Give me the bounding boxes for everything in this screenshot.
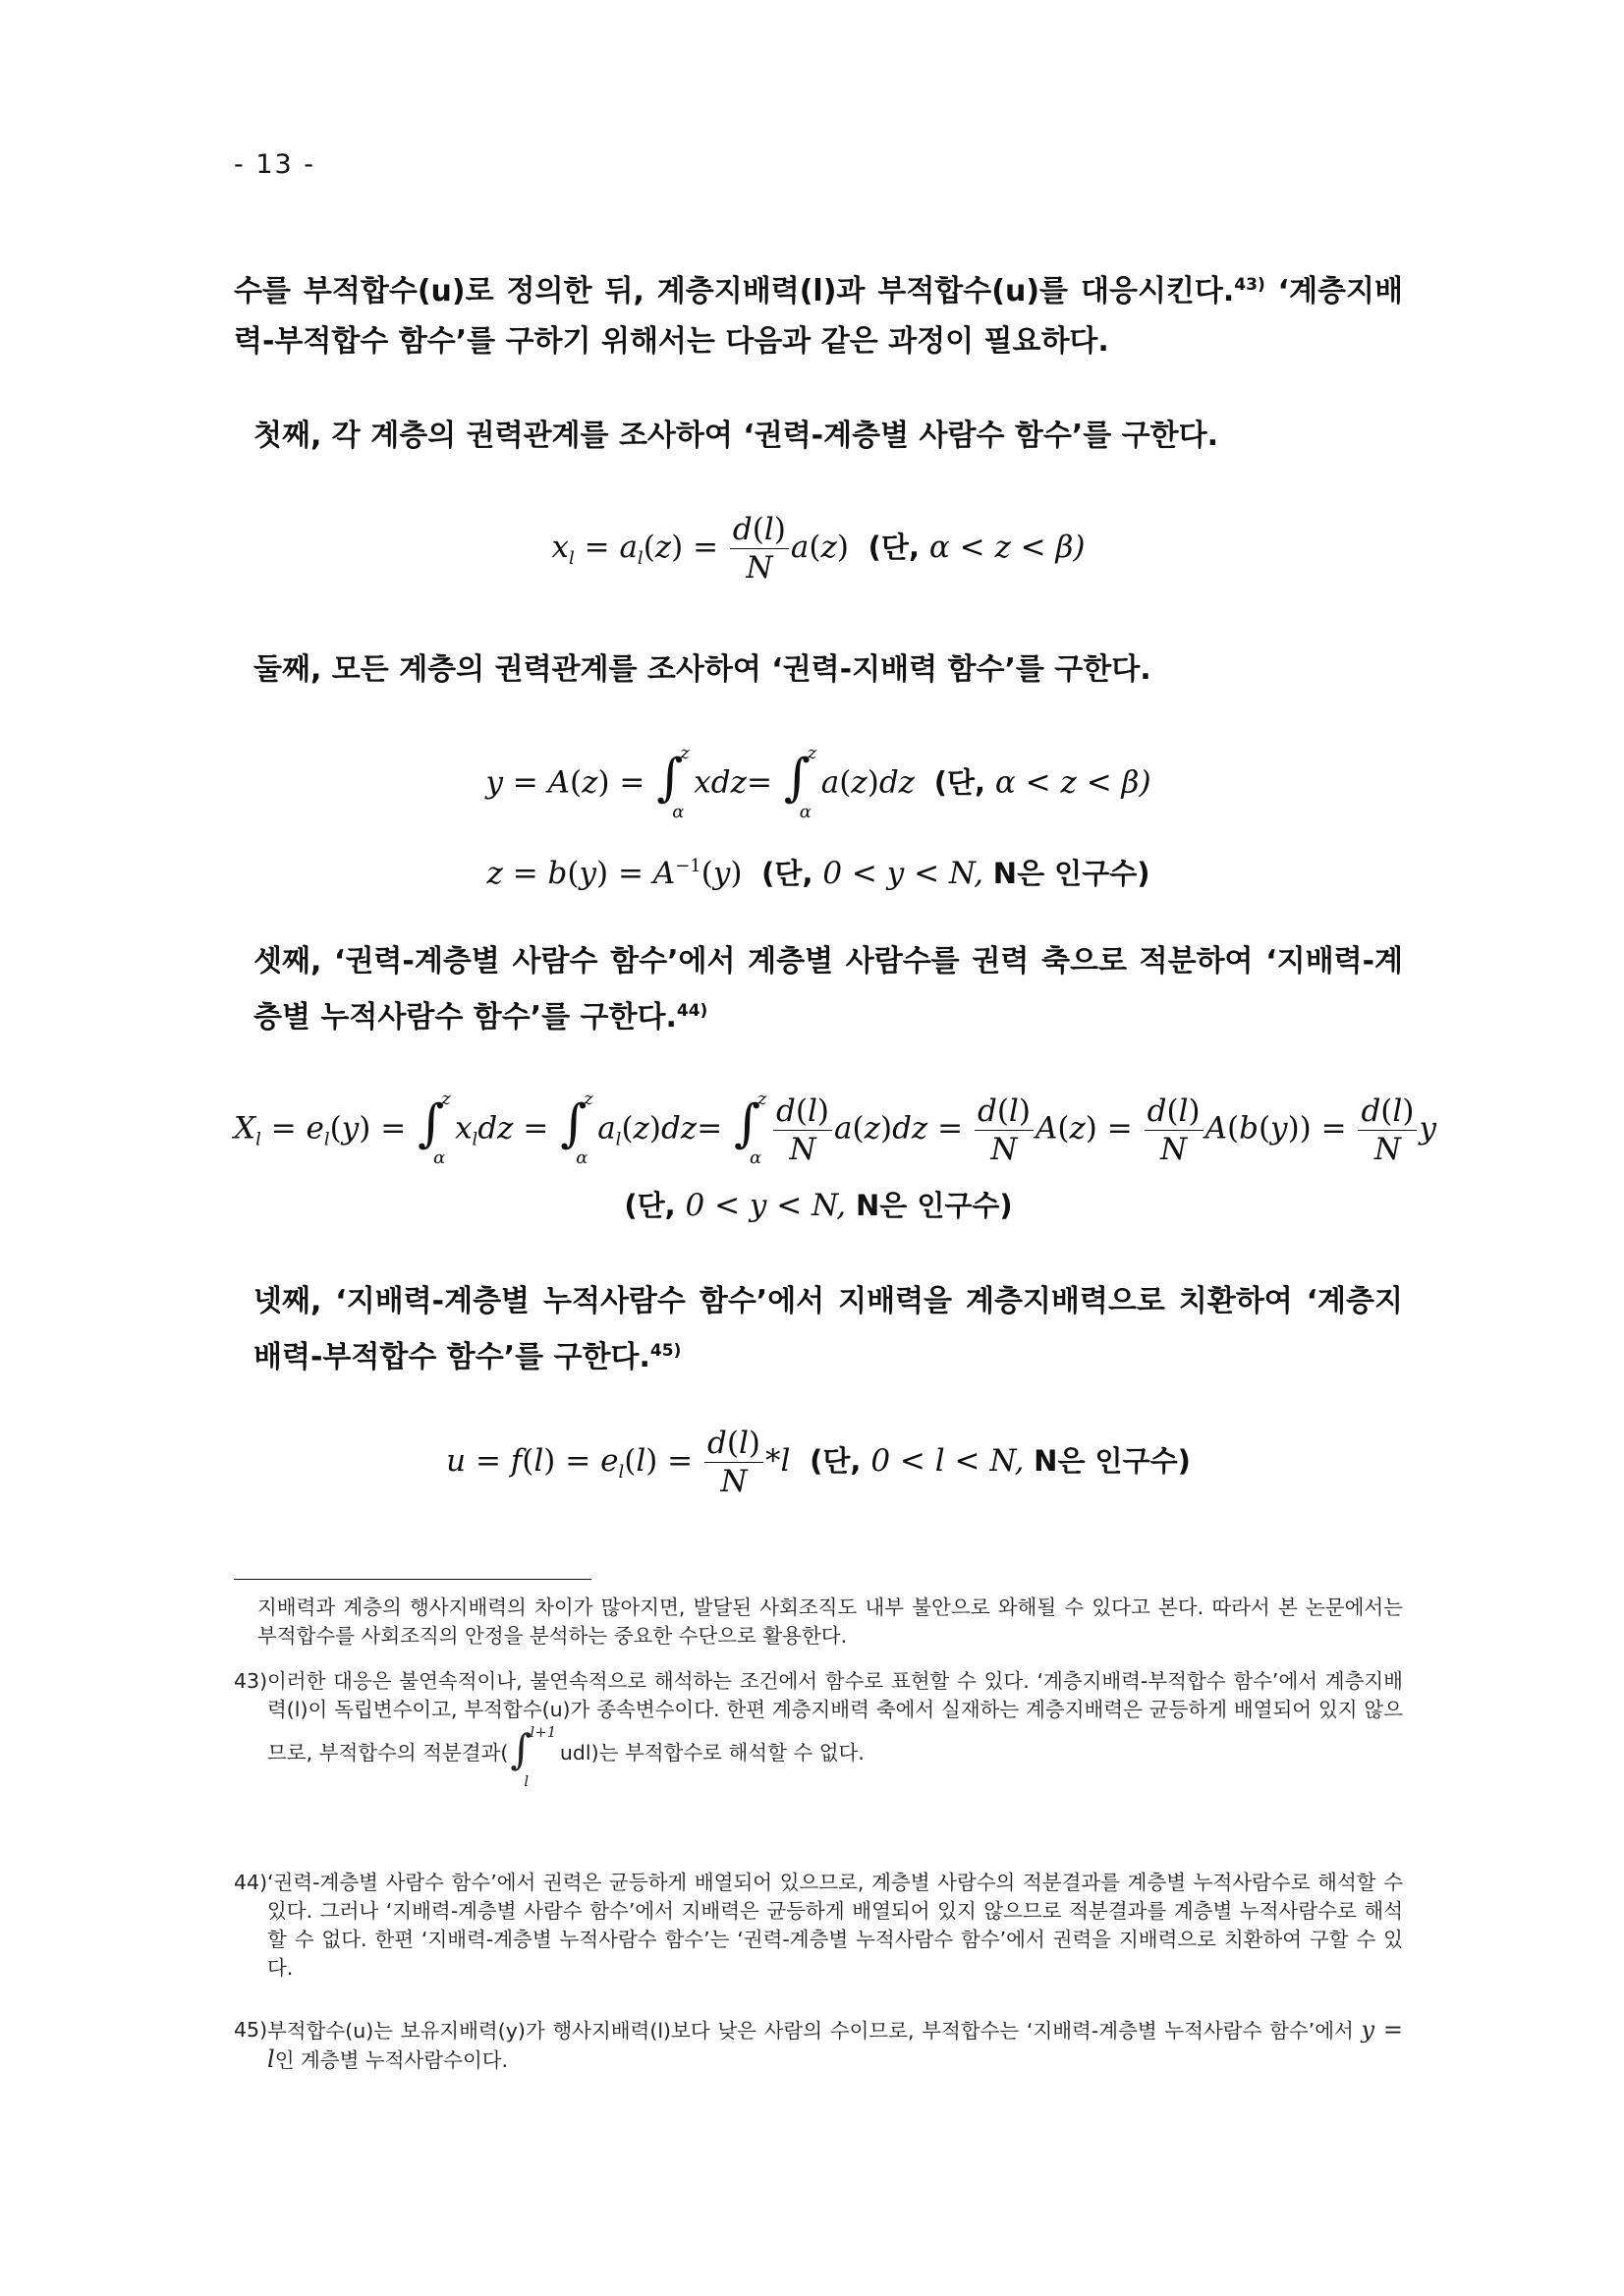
equation-4-condition-math: 0 < y < N,	[685, 1188, 847, 1223]
footnote-43	[234, 1667, 1403, 1790]
integral-sign: ∫ z α	[418, 1089, 451, 1168]
footnote-44	[234, 1869, 1403, 1983]
step-2-text: 둘째, 모든 계층의 권력관계를 조사하여 ‘권력-지배력 함수’를 구한다.	[253, 652, 1151, 687]
intro-text: 수를 부적합수(u)로 정의한 뒤, 계층지배력(l)과 부적합수(u)를 대응시킨다.	[234, 274, 1235, 308]
fraction: $\frac{d(l)}{N}$	[1145, 1092, 1204, 1168]
equation-5: $u = f(l) = e_l(l)$ = $\frac{d(l)}{N}$ *l (단, 0 < l < N, N은 인구수)	[446, 1426, 1191, 1499]
integral-sign: ∫ z α	[783, 743, 817, 822]
fraction: $\frac{d(l)}{N}$	[975, 1092, 1034, 1168]
fraction: $\frac{d(l)}{N}$	[1358, 1092, 1417, 1168]
footnote-continuation	[234, 1594, 1403, 1651]
footnote-44-label: 44)	[234, 1871, 268, 1894]
footnote-43-text	[267, 1667, 1403, 1790]
footnote-43-text-b: udl)는 부적합수로 해석할 수 없다.	[559, 1741, 865, 1764]
equation-4-condition-line	[234, 1184, 1403, 1227]
step-1-text: 첫째, 각 계층의 권력관계를 조사하여 ‘권력-계층별 사람수 함수’를 구한다.	[253, 419, 1219, 453]
footnote-ref-45: 45)	[649, 1341, 682, 1361]
step-1	[253, 411, 1403, 461]
equation-4-condition-tail: N은 인구수)	[855, 1189, 1013, 1222]
equation-5-condition-math: 0 < l < N,	[870, 1443, 1025, 1479]
equation-3: $z = b(y) = A^{-1}(y)$ (단, 0 < y < N, N은 인구수)	[486, 856, 1150, 891]
footnote-45-label: 45)	[234, 2018, 268, 2042]
equation-1: $x_l = a_l(z)$ = $\frac{d(l)}{N}$ a(z) (단, α < z < β)	[551, 512, 1086, 586]
equation-4: $X_l = e_l(y)$ = ∫ z α $x_ldz$ = ∫ z α $a_l(z)dz=$ ∫ z α $\frac{d(l)}{N}$ a(z)dz = $\frac{d(l)}{N}$ A(z) = $\frac{d(l)}{N}$ A(b(y)) = $\frac{d(l)}{N}$ y	[234, 1089, 1436, 1168]
footnote-45-text-b: 인 계층별 누적사람수이다.	[274, 2048, 509, 2072]
equation-3-condition-math: 0 < y < N,	[822, 856, 983, 891]
step-4-text: 넷째, ‘지배력-계층별 누적사람수 함수’에서 지배력을 계층지배력으로 치환하여 ‘계층지배력-부적합수 함수’를 구한다.	[253, 1284, 1403, 1374]
fraction: $\frac{d(l)}{N}$	[773, 1092, 832, 1168]
footnote-45	[234, 2016, 1403, 2075]
equation-2-condition-math: α < z < β)	[994, 764, 1151, 801]
equation-3-condition-tail: N은 인구수)	[992, 857, 1150, 890]
equation-1-condition: (단,	[868, 531, 920, 564]
step-3-text: 셋째, ‘권력-계층별 사람수 함수’에서 계층별 사람수를 권력 축으로 적분하여 ‘지배력-계층별 누적사람수 함수’를 구한다.	[253, 944, 1403, 1035]
footnote-43-label: 43)	[234, 1669, 268, 1693]
footnote-ref-44: 44)	[676, 1001, 708, 1021]
integral-sign: ∫ z α	[656, 743, 690, 822]
footnote-45-math: y = l	[267, 2016, 1403, 2073]
equation-3-condition: (단,	[761, 857, 813, 890]
page-number: - 13 -	[234, 149, 316, 180]
fraction: $\frac{d(l)}{N}$	[704, 1425, 763, 1500]
equation-2-condition: (단,	[933, 765, 986, 800]
integral-sign: ∫ z α	[734, 1089, 767, 1168]
footnote-45-text	[267, 2016, 1403, 2075]
inline-integral: ∫ l+1 l	[510, 1723, 557, 1790]
fraction: $\frac{d(l)}{N}$	[730, 511, 789, 587]
footnote-43-text-a: 이러한 대응은 불연속적이나, 불연속적으로 해석하는 조건에서 함수로 표현할 수 있다. ‘계층지배력-부적합수 함수’에서 계층지배력(l)이 독립변수이고, 부적합수(u)가 종속변수이다. 한편 계층지배력 축에서 실재하는 계층지배력은 균등하게 배열되어 있지 않으므로, 부적합수의 적분결과(	[267, 1669, 1403, 1764]
footnote-divider	[234, 1579, 591, 1580]
step-3	[253, 936, 1403, 1042]
footnote-44-text: ‘권력-계층별 사람수 함수’에서 권력은 균등하게 배열되어 있으므로, 계층별 사람수의 적분결과를 계층별 누적사람수로 해석할 수 있다. 그러나 ‘지배력-계층별 사람수 함수’에서 지배력은 균등하게 배열되어 있지 않으므로 적분결과를 계층별 누적사람수로 해석할 수 없다. 한편 ‘지배력-계층별 누적사람수 함수’는 ‘권력-계층별 누적사람수 함수’에서 권력을 지배력으로 치환하여 구할 수 있다.	[267, 1871, 1403, 1980]
equation-5-condition: (단,	[810, 1444, 862, 1478]
integral-sign: ∫ z α	[560, 1089, 593, 1168]
footnote-continuation-text: 지배력과 계층의 행사지배력의 차이가 많아지면, 발달된 사회조직도 내부 불안으로 와해될 수 있다고 본다. 따라서 본 논문에서는 부적합수를 사회조직의 안정을 분석하는 중요한 수단으로 활용한다.	[257, 1596, 1403, 1648]
footnote-ref-43: 43)	[1234, 275, 1265, 295]
equation-4-condition: (단,	[624, 1189, 676, 1222]
step-2	[253, 644, 1403, 695]
equation-2: y = A(z) = ∫ z α xdz= ∫ z α a(z)dz (단, α < z < β)	[485, 743, 1151, 822]
step-4	[253, 1276, 1403, 1382]
equation-1-condition-math: α < z < β)	[928, 530, 1086, 565]
equation-5-condition-tail: N은 인구수)	[1034, 1444, 1191, 1478]
intro-paragraph	[234, 260, 1403, 366]
footnote-45-text-a: 부적합수(u)는 보유지배력(y)가 행사지배력(l)보다 낮은 사람의 수이므로, 부적합수는 ‘지배력-계층별 누적사람수 함수’에서	[267, 2019, 1354, 2043]
intro-text-2: ‘계층지배력-부적합수 함수’를 구하기 위해서는 다음과 같은 과정이 필요하다.	[234, 274, 1403, 359]
